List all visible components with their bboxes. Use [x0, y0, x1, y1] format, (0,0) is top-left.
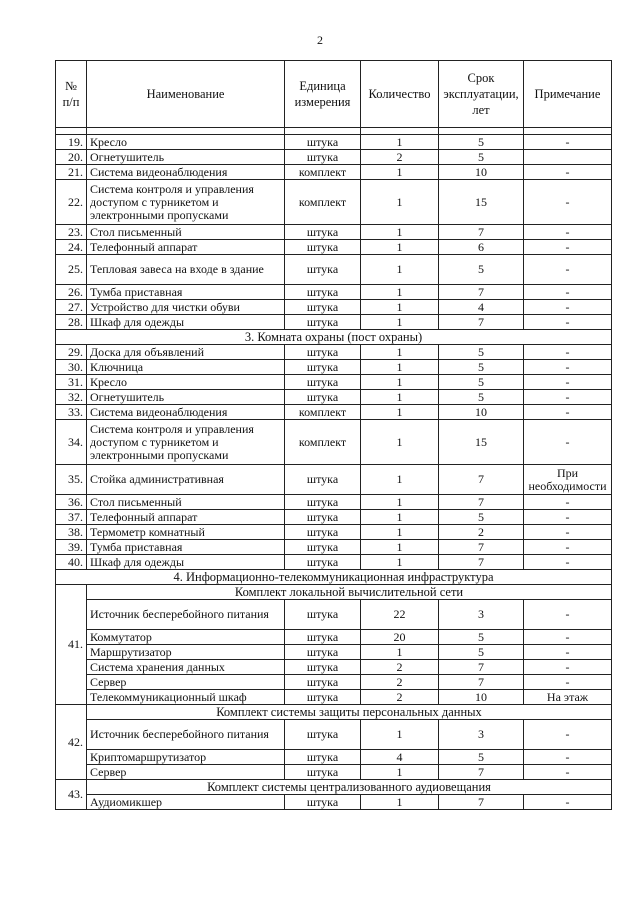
item-service-life: 5 — [439, 255, 524, 285]
item-quantity: 1 — [361, 345, 439, 360]
item-name: Тумба приставная — [87, 540, 285, 555]
table-row — [56, 720, 612, 750]
item-service-life: 5 — [439, 510, 524, 525]
item-number: 21. — [56, 165, 87, 180]
item-name: Телекоммуникационный шкаф — [87, 690, 285, 705]
item-name: Сервер — [87, 765, 285, 780]
item-quantity: 1 — [361, 315, 439, 330]
item-number: 32. — [56, 390, 87, 405]
item-quantity: 4 — [361, 750, 439, 765]
item-unit: штука — [285, 675, 361, 690]
item-quantity: 1 — [361, 300, 439, 315]
item-service-life: 10 — [439, 690, 524, 705]
item-name: Шкаф для одежды — [87, 555, 285, 570]
group-title: Комплект локальной вычислительной сети — [87, 585, 612, 600]
group-number: 43. — [56, 780, 87, 810]
item-name: Телефонный аппарат — [87, 510, 285, 525]
item-quantity: 1 — [361, 465, 439, 495]
item-name: Стол письменный — [87, 495, 285, 510]
table-row — [56, 405, 612, 420]
item-quantity: 1 — [361, 375, 439, 390]
item-service-life: 4 — [439, 300, 524, 315]
item-quantity: 1 — [361, 405, 439, 420]
table-row — [56, 630, 612, 645]
item-number: 27. — [56, 300, 87, 315]
item-service-life: 7 — [439, 315, 524, 330]
item-service-life: 15 — [439, 420, 524, 465]
group-number: 42. — [56, 705, 87, 780]
item-number: 31. — [56, 375, 87, 390]
item-service-life: 7 — [439, 555, 524, 570]
item-name: Огнетушитель — [87, 150, 285, 165]
item-note: - — [524, 225, 612, 240]
item-note: - — [524, 135, 612, 150]
item-service-life: 7 — [439, 795, 524, 810]
group-number: 41. — [56, 585, 87, 705]
item-note: - — [524, 285, 612, 300]
item-name: Шкаф для одежды — [87, 315, 285, 330]
item-service-life: 7 — [439, 225, 524, 240]
item-service-life: 7 — [439, 495, 524, 510]
item-note: - — [524, 525, 612, 540]
header-quantity: Количество — [361, 61, 439, 128]
item-name: Кресло — [87, 135, 285, 150]
item-service-life: 10 — [439, 405, 524, 420]
item-service-life: 15 — [439, 180, 524, 225]
table-row — [56, 255, 612, 285]
section-row — [56, 330, 612, 345]
table-row — [56, 495, 612, 510]
item-quantity: 1 — [361, 420, 439, 465]
header-spacer-row — [56, 128, 612, 135]
item-unit: штука — [285, 645, 361, 660]
item-name: Стол письменный — [87, 225, 285, 240]
table-row — [56, 375, 612, 390]
table-row — [56, 510, 612, 525]
item-quantity: 1 — [361, 720, 439, 750]
table-row — [56, 390, 612, 405]
item-name: Тумба приставная — [87, 285, 285, 300]
item-note: - — [524, 315, 612, 330]
item-unit: штука — [285, 150, 361, 165]
item-unit: штука — [285, 720, 361, 750]
item-name: Кресло — [87, 375, 285, 390]
item-name: Термометр комнатный — [87, 525, 285, 540]
section-title: 3. Комната охраны (пост охраны) — [56, 330, 612, 345]
table-row — [56, 300, 612, 315]
item-name: Коммутатор — [87, 630, 285, 645]
item-name: Стойка административная — [87, 465, 285, 495]
item-quantity: 2 — [361, 690, 439, 705]
table-row — [56, 465, 612, 495]
item-name: Огнетушитель — [87, 390, 285, 405]
item-number: 33. — [56, 405, 87, 420]
item-quantity: 1 — [361, 390, 439, 405]
item-service-life: 3 — [439, 600, 524, 630]
item-name: Доска для объявлений — [87, 345, 285, 360]
item-quantity: 22 — [361, 600, 439, 630]
item-name: Ключница — [87, 360, 285, 375]
item-note: - — [524, 255, 612, 285]
item-unit: штука — [285, 225, 361, 240]
table-row — [56, 765, 612, 780]
item-number: 30. — [56, 360, 87, 375]
item-unit: комплект — [285, 420, 361, 465]
header-note: Примечание — [524, 61, 612, 128]
item-note: - — [524, 600, 612, 630]
item-unit: штука — [285, 765, 361, 780]
item-quantity: 1 — [361, 135, 439, 150]
item-quantity: 1 — [361, 240, 439, 255]
table-row — [56, 150, 612, 165]
item-name: Источник бесперебойного питания — [87, 600, 285, 630]
item-unit: штука — [285, 390, 361, 405]
item-note: - — [524, 630, 612, 645]
item-note — [524, 150, 612, 165]
table-row — [56, 750, 612, 765]
table-row — [56, 660, 612, 675]
table-row — [56, 135, 612, 150]
item-number: 39. — [56, 540, 87, 555]
item-note: - — [524, 555, 612, 570]
item-name: Система видеонаблюдения — [87, 405, 285, 420]
item-number: 40. — [56, 555, 87, 570]
table-row — [56, 240, 612, 255]
item-service-life: 10 — [439, 165, 524, 180]
item-note: - — [524, 750, 612, 765]
item-unit: штука — [285, 135, 361, 150]
item-quantity: 1 — [361, 510, 439, 525]
item-quantity: 20 — [361, 630, 439, 645]
item-service-life: 7 — [439, 660, 524, 675]
item-number: 28. — [56, 315, 87, 330]
item-name: Система контроля и управления доступом с турникетом и электронными пропусками — [87, 420, 285, 465]
group-title-row — [56, 585, 612, 600]
item-quantity: 1 — [361, 285, 439, 300]
item-note: При необходимости — [524, 465, 612, 495]
item-unit: штука — [285, 285, 361, 300]
item-name: Сервер — [87, 675, 285, 690]
table-row — [56, 600, 612, 630]
item-number: 22. — [56, 180, 87, 225]
item-quantity: 1 — [361, 360, 439, 375]
item-name: Телефонный аппарат — [87, 240, 285, 255]
item-service-life: 7 — [439, 465, 524, 495]
item-note: - — [524, 420, 612, 465]
item-name: Система контроля и управления доступом с турникетом и электронными пропусками — [87, 180, 285, 225]
item-service-life: 5 — [439, 150, 524, 165]
item-name: Система хранения данных — [87, 660, 285, 675]
item-quantity: 1 — [361, 165, 439, 180]
item-unit: штука — [285, 525, 361, 540]
header-service-life: Срок эксплуатации, лет — [439, 61, 524, 128]
item-note: - — [524, 375, 612, 390]
item-name: Источник бесперебойного питания — [87, 720, 285, 750]
table-row — [56, 420, 612, 465]
item-service-life: 5 — [439, 375, 524, 390]
item-quantity: 2 — [361, 675, 439, 690]
table-row — [56, 315, 612, 330]
item-unit: штука — [285, 495, 361, 510]
item-service-life: 7 — [439, 285, 524, 300]
group-title: Комплект системы защиты персональных данных — [87, 705, 612, 720]
item-note: - — [524, 495, 612, 510]
item-note: - — [524, 180, 612, 225]
item-quantity: 1 — [361, 225, 439, 240]
table-row — [56, 795, 612, 810]
item-quantity: 1 — [361, 645, 439, 660]
item-number: 36. — [56, 495, 87, 510]
item-service-life: 5 — [439, 750, 524, 765]
item-note: - — [524, 165, 612, 180]
item-name: Устройство для чистки обуви — [87, 300, 285, 315]
group-title: Комплект системы централизованного аудиовещания — [87, 780, 612, 795]
item-note: - — [524, 345, 612, 360]
item-quantity: 1 — [361, 795, 439, 810]
item-service-life: 5 — [439, 390, 524, 405]
item-unit: штука — [285, 240, 361, 255]
item-note: - — [524, 360, 612, 375]
item-quantity: 1 — [361, 525, 439, 540]
item-note: - — [524, 645, 612, 660]
header-unit: Единица измерения — [285, 61, 361, 128]
item-note: - — [524, 660, 612, 675]
item-number: 20. — [56, 150, 87, 165]
item-unit: штука — [285, 465, 361, 495]
item-note: - — [524, 300, 612, 315]
item-name: Тепловая завеса на входе в здание — [87, 255, 285, 285]
item-quantity: 1 — [361, 540, 439, 555]
item-unit: комплект — [285, 180, 361, 225]
item-service-life: 5 — [439, 645, 524, 660]
item-number: 19. — [56, 135, 87, 150]
item-number: 38. — [56, 525, 87, 540]
item-quantity: 1 — [361, 555, 439, 570]
item-name: Маршрутизатор — [87, 645, 285, 660]
item-name: Система видеонаблюдения — [87, 165, 285, 180]
equipment-table — [55, 60, 612, 810]
item-service-life: 5 — [439, 630, 524, 645]
group-title-row — [56, 705, 612, 720]
item-unit: штука — [285, 540, 361, 555]
table-row — [56, 360, 612, 375]
page-number: 2 — [317, 33, 323, 47]
header-name: Наименование — [87, 61, 285, 128]
item-service-life: 7 — [439, 675, 524, 690]
item-unit: штука — [285, 600, 361, 630]
item-service-life: 2 — [439, 525, 524, 540]
item-note: На этаж — [524, 690, 612, 705]
item-unit: штука — [285, 345, 361, 360]
item-unit: штука — [285, 690, 361, 705]
item-note: - — [524, 405, 612, 420]
item-unit: штука — [285, 300, 361, 315]
table-row — [56, 525, 612, 540]
table-header — [56, 61, 612, 135]
item-unit: штука — [285, 555, 361, 570]
table-row — [56, 225, 612, 240]
item-note: - — [524, 795, 612, 810]
item-unit: штука — [285, 630, 361, 645]
item-note: - — [524, 675, 612, 690]
item-service-life: 6 — [439, 240, 524, 255]
item-note: - — [524, 390, 612, 405]
table-body — [56, 135, 612, 810]
item-name: Криптомаршрутизатор — [87, 750, 285, 765]
item-service-life: 3 — [439, 720, 524, 750]
header-number: № п/п — [56, 61, 87, 128]
item-number: 24. — [56, 240, 87, 255]
item-unit: комплект — [285, 405, 361, 420]
item-number: 23. — [56, 225, 87, 240]
table-row — [56, 675, 612, 690]
item-number: 35. — [56, 465, 87, 495]
table-row — [56, 690, 612, 705]
item-quantity: 1 — [361, 765, 439, 780]
item-quantity: 1 — [361, 495, 439, 510]
item-service-life: 5 — [439, 135, 524, 150]
item-unit: штука — [285, 255, 361, 285]
item-note: - — [524, 765, 612, 780]
item-service-life: 5 — [439, 360, 524, 375]
item-unit: штука — [285, 750, 361, 765]
item-unit: штука — [285, 795, 361, 810]
table-row — [56, 345, 612, 360]
table-row — [56, 180, 612, 225]
item-note: - — [524, 510, 612, 525]
table-row — [56, 645, 612, 660]
group-title-row — [56, 780, 612, 795]
item-note: - — [524, 240, 612, 255]
item-unit: штука — [285, 510, 361, 525]
item-quantity: 2 — [361, 150, 439, 165]
item-unit: комплект — [285, 165, 361, 180]
item-number: 29. — [56, 345, 87, 360]
item-number: 25. — [56, 255, 87, 285]
table-row — [56, 540, 612, 555]
item-number: 26. — [56, 285, 87, 300]
section-row — [56, 570, 612, 585]
item-unit: штука — [285, 660, 361, 675]
item-service-life: 7 — [439, 765, 524, 780]
item-quantity: 1 — [361, 180, 439, 225]
table-row — [56, 555, 612, 570]
item-quantity: 1 — [361, 255, 439, 285]
item-unit: штука — [285, 375, 361, 390]
item-note: - — [524, 540, 612, 555]
item-note: - — [524, 720, 612, 750]
item-number: 37. — [56, 510, 87, 525]
item-service-life: 5 — [439, 345, 524, 360]
table-row — [56, 165, 612, 180]
item-quantity: 2 — [361, 660, 439, 675]
table-row — [56, 285, 612, 300]
item-unit: штука — [285, 315, 361, 330]
section-title: 4. Информационно-телекоммуникационная инфраструктура — [56, 570, 612, 585]
item-number: 34. — [56, 420, 87, 465]
item-name: Аудиомикшер — [87, 795, 285, 810]
item-unit: штука — [285, 360, 361, 375]
item-service-life: 7 — [439, 540, 524, 555]
